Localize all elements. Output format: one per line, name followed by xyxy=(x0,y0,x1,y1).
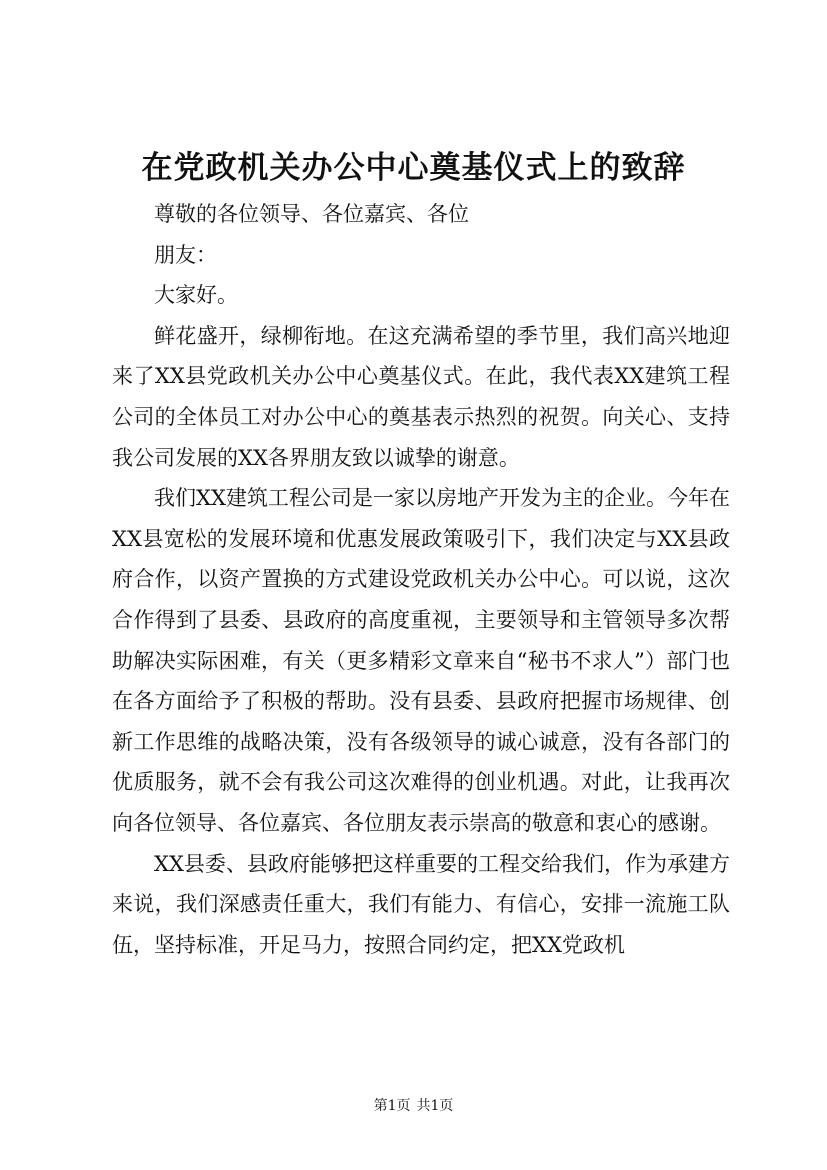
page-number: 第1页 xyxy=(373,1098,411,1114)
paragraph-3: XX县委、县政府能够把这样重要的工程交给我们，作为承建方来说，我们深感责任重大，我们有能力、有信心，安排一流施工队伍，坚持标准，开足马力，按照合同约定，把XX党政机 xyxy=(112,851,730,957)
document-title: 在党政机关办公中心奠基仪式上的致辞 xyxy=(141,150,686,186)
salutation-line: 尊敬的各位领导、各位嘉宾、各位 xyxy=(154,202,469,226)
page-footer xyxy=(0,1096,827,1116)
paragraph-1: 鲜花盛开，绿柳衔地。在这充满希望的季节里，我们高兴地迎来了XX县党政机关办公中心奠基仪式。在此，我代表XX建筑工程公司的全体员工对办公中心的奠基表示热烈的祝贺。向关心、支持我公司发展的XX各界朋友致以诚挚的谢意。 xyxy=(112,323,730,470)
paragraph-2: 我们XX建筑工程公司是一家以房地产开发为主的企业。今年在XX县宽松的发展环境和优惠发展政策吸引下，我们决定与XX县政府合作，以资产置换的方式建设党政机关办公中心。可以说，这次合作得到了县委、县政府的高度重视，主要领导和主管领导多次帮助解决实际困难，有关（更多精彩文章来自“秘书不求人”）部门也在各方面给予了积极的帮助。没有县委、县政府把握市场规律、创新工作思维的战略决策，没有各级领导的诚心诚意，没有各部门的优质服务，就不会有我公司这次难得的创业机遇。对此，让我再次向各位领导、各位嘉宾、各位朋友表示崇高的敬意和衷心的感谢。 xyxy=(112,486,730,835)
page-total: 共1页 xyxy=(416,1098,454,1114)
document-body xyxy=(112,194,730,965)
greeting: 大家好。 xyxy=(154,283,238,308)
salutation-continued: 朋友： xyxy=(154,242,217,267)
